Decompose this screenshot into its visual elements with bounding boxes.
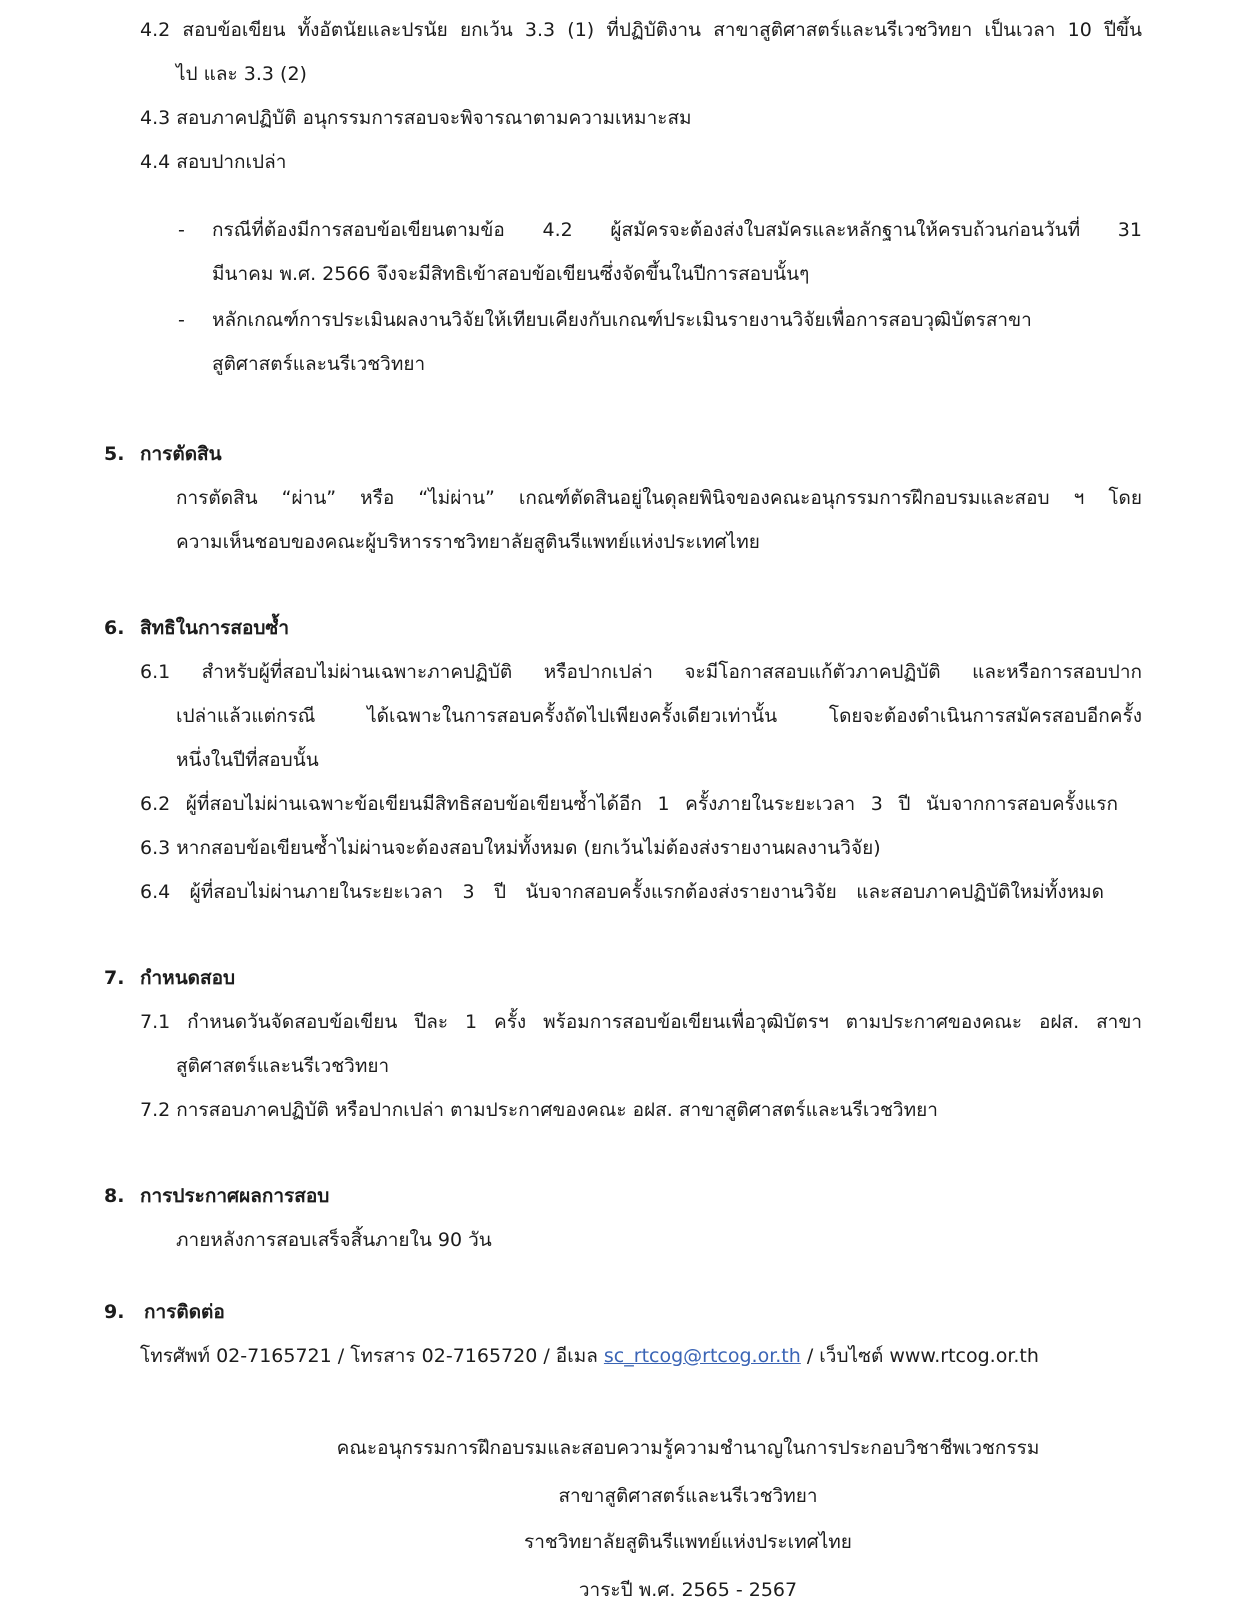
item-7-2: 7.2 การสอบภาคปฏิบัติ หรือปากเปล่า ตามประกาศของคณะ อฝส. สาขาสูติศาสตร์และนรีเวชวิทยา [140,1099,938,1121]
item-7-1-line2: สูติศาสตร์และนรีเวชวิทยา [176,1055,390,1077]
note-1-dash: - [178,219,185,241]
signature-line3: ราชวิทยาลัยสูตินรีแพทย์แห่งประเทศไทย [524,1531,852,1553]
item-6-1-line1: 6.1 สำหรับผู้ที่สอบไม่ผ่านเฉพาะภาคปฏิบัติ หรือปากเปล่า จะมีโอกาสสอบแก้ตัวภาคปฏิบัติ และหรือการสอบปาก [140,661,1142,683]
item-6-1-line3: หนึ่งในปีที่สอบนั้น [176,749,319,771]
section-8-number: 8. [104,1185,125,1207]
contact-phone-fax: โทรศัพท์ 02-7165721 / โทรสาร 02-7165720 / อีเมล [140,1345,604,1367]
item-4-4: 4.4 สอบปากเปล่า [140,151,287,173]
item-6-4: 6.4 ผู้ที่สอบไม่ผ่านภายในระยะเวลา 3 ปี นับจากสอบครั้งแรกต้องส่งรายงานวิจัย และสอบภาคปฏิบัติใหม่ทั้งหมด [140,881,1104,903]
section-6-number: 6. [104,617,125,639]
note-1-line2: มีนาคม พ.ศ. 2566 จึงจะมีสิทธิเข้าสอบข้อเขียนซึ่งจัดขึ้นในปีการสอบนั้นๆ [212,263,810,285]
signature-line4: วาระปี พ.ศ. 2565 - 2567 [578,1579,798,1601]
contact-website: / เว็บไซต์ www.rtcog.or.th [800,1345,1039,1367]
item-7-1-line1: 7.1 กำหนดวันจัดสอบข้อเขียน ปีละ 1 ครั้ง พร้อมการสอบข้อเขียนเพื่อวุฒิบัตรฯ ตามประกาศของคณะ อฝส. สาขา [140,1011,1142,1033]
item-4-2-line1: 4.2 สอบข้อเขียน ทั้งอัตนัยและปรนัย ยกเว้น 3.3 (1) ที่ปฏิบัติงาน สาขาสูติศาสตร์และนรีเวชวิทยา เป็นเวลา 10 ปีขึ้น [140,19,1142,41]
contact-line [140,1334,1039,1378]
note-2-line2: สูติศาสตร์และนรีเวชวิทยา [212,353,426,375]
item-6-3: 6.3 หากสอบข้อเขียนซ้ำไม่ผ่านจะต้องสอบใหม่ทั้งหมด (ยกเว้นไม่ต้องส่งรายงานผลงานวิจัย) [140,837,881,859]
section-6-title: สิทธิในการสอบซ้ำ [140,617,289,639]
section-8-title: การประกาศผลการสอบ [140,1185,330,1207]
note-1-line1: กรณีที่ต้องมีการสอบข้อเขียนตามข้อ 4.2 ผู้สมัครจะต้องส่งใบสมัครและหลักฐานให้ครบถ้วนก่อนวันที่ 31 [212,219,1142,241]
section-5-title: การตัดสิน [140,443,222,465]
section-5-line1: การตัดสิน “ผ่าน” หรือ “ไม่ผ่าน” เกณฑ์ตัดสินอยู่ในดุลยพินิจของคณะอนุกรรมการฝึกอบรมและสอบ ฯ โดย [176,487,1142,509]
note-2-dash: - [178,309,185,331]
section-7-title: กำหนดสอบ [140,967,236,989]
note-2-line1: หลักเกณฑ์การประเมินผลงานวิจัยให้เทียบเคียงกับเกณฑ์ประเมินรายงานวิจัยเพื่อการสอบวุฒิบัตรสาขา [212,309,1032,331]
section-7-number: 7. [104,967,125,989]
item-6-2: 6.2 ผู้ที่สอบไม่ผ่านเฉพาะข้อเขียนมีสิทธิสอบข้อเขียนซ้ำได้อีก 1 ครั้งภายในระยะเวลา 3 ปี นับจากการสอบครั้งแรก [140,793,1118,815]
item-4-2-line2: ไป และ 3.3 (2) [176,63,307,85]
section-8-text: ภายหลังการสอบเสร็จสิ้นภายใน 90 วัน [176,1229,492,1251]
section-5-line2: ความเห็นชอบของคณะผู้บริหารราชวิทยาลัยสูตินรีแพทย์แห่งประเทศไทย [176,531,760,553]
signature-line2: สาขาสูติศาสตร์และนรีเวชวิทยา [558,1485,818,1507]
section-5-number: 5. [104,443,125,465]
section-9-title: การติดต่อ [144,1301,225,1323]
section-9-number: 9. [104,1301,125,1323]
signature-line1: คณะอนุกรรมการฝึกอบรมและสอบความรู้ความชำนาญในการประกอบวิชาชีพเวชกรรม [336,1437,1040,1459]
email-link[interactable]: sc_rtcog@rtcog.or.th [603,1345,801,1367]
item-6-1-line2: เปล่าแล้วแต่กรณี ได้เฉพาะในการสอบครั้งถัดไปเพียงครั้งเดียวเท่านั้น โดยจะต้องดำเนินการสมัครสอบอีกครั้ง [176,705,1142,727]
item-4-3: 4.3 สอบภาคปฏิบัติ อนุกรรมการสอบจะพิจารณาตามความเหมาะสม [140,107,692,129]
